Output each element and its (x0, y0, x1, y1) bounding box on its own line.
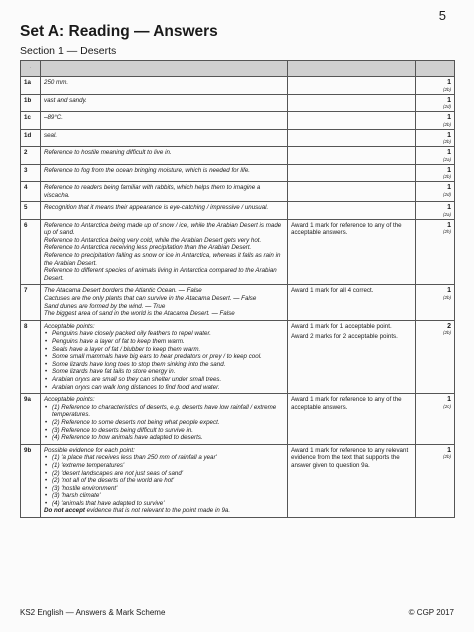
content-domain-code: (2d) (442, 191, 451, 197)
table-row (21, 129, 455, 147)
list-item: • Seals have a layer of fat / blubber to keep them warm. (52, 346, 284, 354)
answer-intro: Possible evidence for each point: (44, 446, 135, 454)
acceptable-points-list (44, 330, 284, 391)
table-row (21, 285, 455, 320)
marks-cell (416, 147, 455, 165)
question-number: 6 (21, 219, 41, 285)
answer-cell (41, 94, 288, 112)
answer-cell (41, 394, 288, 445)
content-domain-code: (2b) (442, 330, 451, 336)
page-number: 5 (438, 8, 446, 23)
content-domain-code: (2a) (442, 211, 451, 217)
mark-value: 1 (447, 287, 451, 295)
list-item: • (3) 'harsh climate' (52, 492, 284, 500)
note-emphasis: Do not accept (44, 507, 85, 515)
marks-cell (416, 219, 455, 285)
answer-line: Reference to Antarctica being made up of snow / ice, while the Arabian Desert is made up of sand. (44, 221, 282, 237)
guidance-line: Award 1 mark for all 4 correct. (291, 287, 374, 295)
question-number: 2 (21, 147, 41, 165)
guidance-cell (288, 164, 416, 182)
answer-line: Reference to fog from the ocean bringing moisture, which is needed for life. (44, 166, 251, 174)
answer-intro: Acceptable points: (44, 396, 95, 404)
marks-cell (416, 202, 455, 220)
answer-line: Sand dunes are formed by the wind. — True (44, 302, 166, 310)
list-item: • (1) Reference to characteristics of deserts, e.g. deserts have low rainfall / extreme temperatures. (52, 404, 284, 419)
answer-line: Cactuses are the only plants that can survive in the Atacama Desert. — False (44, 295, 257, 303)
guidance-cell (288, 202, 416, 220)
mark-value: 1 (447, 184, 451, 191)
content-domain-code: (2b) (442, 454, 451, 460)
content-domain-code: (2a) (442, 156, 451, 162)
answer-line: Recognition that it means their appearance is eye-catching / impressive / unusual. (44, 204, 269, 212)
list-item: • (3) 'hostile environment' (52, 485, 284, 493)
answers-table (20, 60, 455, 518)
content-domain-code: (2d) (442, 104, 451, 109)
answer-line: vast and sandy. (44, 96, 87, 104)
list-item: • (3) Reference to deserts being difficult to survive in. (52, 427, 284, 435)
answer-cell (41, 77, 288, 95)
answer-line: Reference to hostile meaning difficult to live in. (44, 149, 172, 156)
guidance-cell (288, 320, 416, 393)
question-number: 9b (21, 444, 41, 517)
guidance-cell (288, 444, 416, 517)
table-row (21, 320, 455, 393)
marks-cell (416, 112, 455, 130)
marks-cell (416, 182, 455, 202)
answer-cell (41, 112, 288, 130)
answer-line: Reference to readers being familiar with rabbits, which helps them to imagine a viscacha. (44, 184, 261, 199)
answer-line: seal. (44, 131, 58, 139)
content-domain-code: (2h) (442, 229, 451, 235)
answer-line: Reference to Antarctica receiving less precipitation than the Arabian Desert. (44, 244, 252, 252)
answer-cell (41, 320, 288, 393)
guidance-cell (288, 219, 416, 285)
list-item: • Penguins have a layer of fat to keep them warm. (52, 338, 284, 346)
guidance-cell (288, 112, 416, 130)
question-number: 1a (21, 77, 41, 95)
list-item: • Some lizards have fat tails to store energy in. (52, 368, 284, 376)
list-item: • Arabian oryxs are small so they can shelter under small trees. (52, 376, 284, 384)
mark-value: 1 (447, 114, 451, 121)
table-row (21, 147, 455, 165)
list-item: • (1) 'extreme temperatures' (52, 462, 284, 470)
answer-line: Reference to different species of animals living in Antarctica compared to the Arabian Desert. (44, 267, 277, 282)
marks-cell (416, 94, 455, 112)
answer-cell (41, 182, 288, 202)
footer-title: KS2 English — Answers & Mark Scheme (20, 608, 166, 617)
answer-cell (41, 219, 288, 285)
marks-cell (416, 444, 455, 517)
list-item: • (2) 'desert landscapes are not just seas of sand' (52, 470, 284, 478)
content-domain-code: (2b) (442, 86, 451, 92)
mark-value: 1 (447, 204, 451, 212)
marks-cell (416, 285, 455, 320)
question-number: 9a (21, 394, 41, 445)
list-item: • Some small mammals have big ears to hear predators or prey / to keep cool. (52, 353, 284, 361)
answer-cell (41, 444, 288, 517)
table-row (21, 112, 455, 130)
mark-value: 1 (447, 79, 451, 86)
list-item: • (2) Reference to some deserts not being what people expect. (52, 419, 284, 427)
content-domain-code: (2b) (442, 174, 451, 179)
guidance-cell (288, 285, 416, 320)
question-number: 5 (21, 202, 41, 220)
answer-intro: Acceptable points: (44, 322, 95, 330)
table-row (21, 202, 455, 220)
acceptable-points-list (44, 404, 284, 442)
question-number: 3 (21, 164, 41, 182)
table-row (21, 164, 455, 182)
content-domain-code: (2b) (442, 294, 451, 300)
table-row (21, 77, 455, 95)
table-row (21, 94, 455, 112)
content-domain-code: (2c) (443, 403, 451, 409)
mark-value: 1 (447, 221, 451, 229)
question-number: 1d (21, 129, 41, 147)
evidence-list (44, 454, 284, 507)
answer-line: Reference to precipitation falling as snow or ice in Antarctica, whereas it falls as rain in the Arabian Desert. (44, 252, 281, 267)
marks-cell (416, 394, 455, 445)
question-number: 4 (21, 182, 41, 202)
answer-note (44, 507, 284, 515)
guidance-cell (288, 77, 416, 95)
list-item: • (2) 'not all of the deserts of the world are hot' (52, 477, 284, 485)
guidance-cell (288, 94, 416, 112)
list-item: • (1) 'a place that receives less than 250 mm of rainfall a year' (52, 454, 284, 462)
answer-cell (41, 129, 288, 147)
guidance-cell (288, 147, 416, 165)
header-cell-marks (416, 61, 455, 77)
table-row (21, 219, 455, 285)
answer-line: –89°C. (44, 114, 63, 121)
note-text: evidence that is not relevant to the point made in 9a. (84, 507, 231, 515)
mark-value: 1 (447, 149, 451, 156)
mark-value: 1 (447, 396, 451, 404)
guidance-line: Award 1 mark for reference to any of the acceptable answers. (291, 221, 402, 237)
answer-cell (41, 202, 288, 220)
header-cell-answer (41, 61, 288, 77)
table-row (21, 444, 455, 517)
guidance-cell (288, 394, 416, 445)
guidance-cell (288, 129, 416, 147)
table-row (21, 182, 455, 202)
guidance-line: Award 1 mark for reference to any relevant evidence from the text that supports the answer given to question 9a. (291, 446, 409, 469)
list-item: • Penguins have closely packed oily feathers to repel water. (52, 330, 284, 338)
answer-line: Reference to Antarctica being very cold, while the Arabian Desert gets very hot. (44, 236, 262, 244)
header-cell-guidance (288, 61, 416, 77)
answer-cell (41, 285, 288, 320)
section-heading: Section 1 — Deserts (20, 45, 117, 57)
list-item: • Some lizards have long toes to stop them sinking into the sand. (52, 361, 284, 369)
guidance-cell (288, 182, 416, 202)
marks-cell (416, 77, 455, 95)
question-number: 1c (21, 112, 41, 130)
footer-copyright: © CGP 2017 (408, 608, 454, 617)
guidance-line: Award 2 marks for 2 acceptable points. (291, 333, 398, 341)
answer-cell (41, 147, 288, 165)
content-domain-code: (2b) (442, 139, 451, 144)
question-number: 7 (21, 285, 41, 320)
content-domain-code: (2b) (442, 121, 451, 127)
mark-value: 1 (447, 166, 451, 174)
answer-line: 250 mm. (44, 79, 69, 86)
table-row (21, 394, 455, 445)
mark-value: 1 (447, 446, 451, 454)
marks-cell (416, 129, 455, 147)
marks-cell (416, 320, 455, 393)
page-title: Set A: Reading — Answers (20, 23, 218, 40)
mark-value: 2 (447, 322, 451, 330)
mark-value: 1 (447, 131, 451, 139)
question-number: 1b (21, 94, 41, 112)
answer-line: The Atacama Desert borders the Atlantic Ocean. — False (44, 287, 202, 295)
marks-cell (416, 164, 455, 182)
list-item: • (4) Reference to how animals have adapted to deserts. (52, 434, 284, 442)
list-item: • Arabian oryxs can walk long distances to find food and water. (52, 384, 284, 392)
answer-cell (41, 164, 288, 182)
header-cell-question: · (21, 61, 41, 77)
guidance-line: Award 1 mark for reference to any of the acceptable answers. (291, 396, 402, 411)
list-item: • (4) 'animals that have adapted to survive' (52, 500, 284, 508)
guidance-line: Award 1 mark for 1 acceptable point. (291, 322, 392, 330)
answer-line: The biggest area of sand in the world is the Atacama Desert. — False (44, 310, 235, 318)
mark-value: 1 (447, 96, 451, 104)
table-header-row (21, 61, 455, 77)
question-number: 8 (21, 320, 41, 393)
